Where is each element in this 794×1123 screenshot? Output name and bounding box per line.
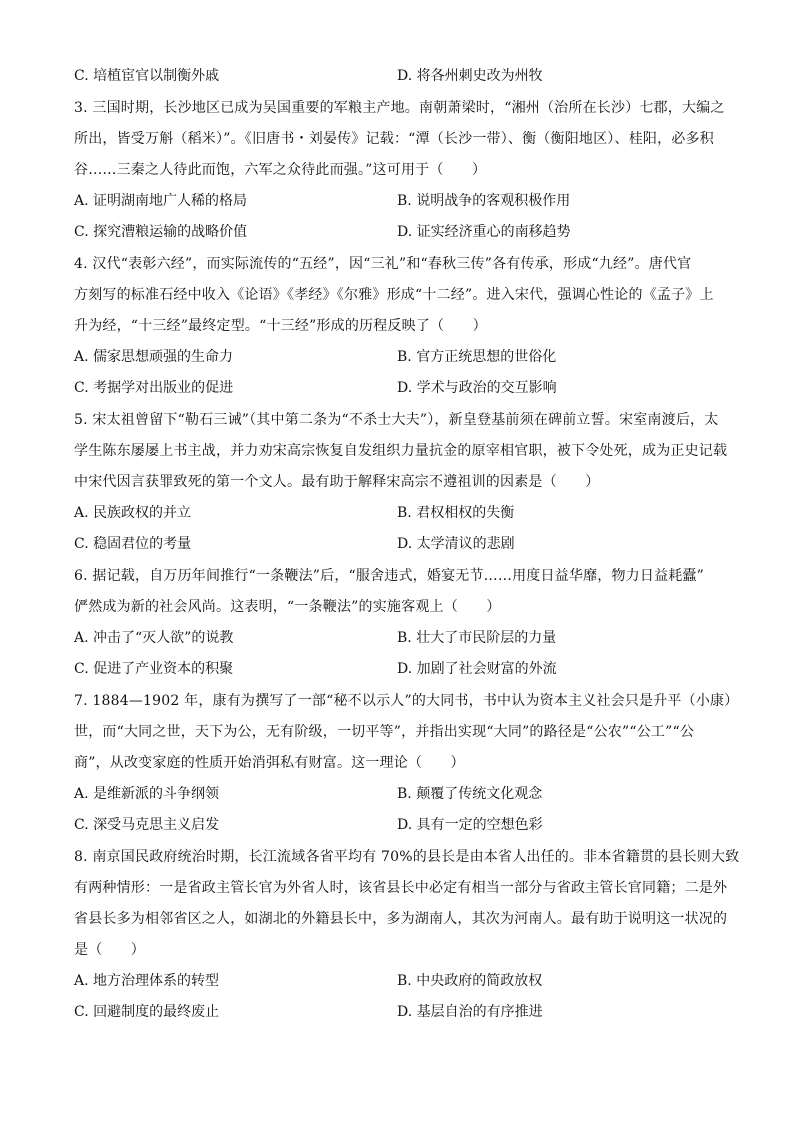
q5-option-c: C. 稳固君位的考量	[74, 536, 192, 552]
q3-option-d: D. 证实经济重心的南移趋势	[397, 224, 571, 240]
q5-stem-line-3: 中宋代因言获罪致死的第一个文人。最有助于解释宋高宗不遵祖训的因素是（ ）	[74, 474, 600, 490]
q4-option-c: C. 考据学对出版业的促进	[74, 380, 234, 396]
q8-option-a: A. 地方治理体系的转型	[74, 973, 220, 989]
q6-option-c: C. 促进了产业资本的积聚	[74, 661, 234, 677]
q4-option-b: B. 官方正统思想的世俗化	[397, 349, 557, 365]
q7-stem-line-1: 7. 1884—1902 年，康有为撰写了一部“秘不以示人”的大同书，书中认为资本主义社会只是升平（小康）	[74, 693, 739, 709]
q7-stem-line-2: 世，而“大同之世，天下为公，无有阶级，一切平等”，并指出实现“大同”的路径是“公农”“公工”“公	[74, 724, 695, 740]
q2-option-d: D. 将各州刺史改为州牧	[397, 68, 543, 84]
q7-option-a: A. 是维新派的斗争纲领	[74, 786, 220, 802]
q8-stem-line-1: 8. 南京国民政府统治时期，长江流域各省平均有 70%的县长是由本省人出任的。非本省籍贯的县长则大致	[74, 849, 740, 865]
q2-option-c: C. 培植宦官以制衡外戚	[74, 68, 220, 84]
q3-stem-line-3: 谷……三秦之人待此而饱，六军之众待此而强。”这可用于（ ）	[74, 162, 487, 178]
q5-option-b: B. 君权相权的失衡	[397, 505, 515, 521]
q3-stem-line-1: 3. 三国时期，长沙地区已成为吴国重要的军粮主产地。南朝萧梁时，“湘州（治所在长沙）七郡，大编之	[74, 100, 725, 116]
q8-option-b: B. 中央政府的简政放权	[397, 973, 543, 989]
q6-option-a: A. 冲击了“灭人欲”的说教	[74, 630, 234, 646]
q8-stem-line-2: 有两种情形：一是省政主管长官为外省人时，该省县长中必定有相当一部分与省政主管长官同籍；二是外	[74, 880, 728, 896]
q6-option-b: B. 壮大了市民阶层的力量	[397, 630, 557, 646]
q3-option-b: B. 说明战争的客观积极作用	[397, 193, 571, 209]
q5-stem-line-1: 5. 宋太祖曾留下“勒石三诫”（其中第二条为“不杀士大夫”），新皇登基前须在碑前立誓。宋室南渡后，太	[74, 412, 719, 428]
q3-stem-line-2: 所出，皆受万斛（稻米）”。《旧唐书・刘晏传》记载：“潭（长沙一带）、衡（衡阳地区）、桂阳，必多积	[74, 131, 714, 147]
q7-option-c: C. 深受马克思主义启发	[74, 817, 220, 833]
q6-stem-line-1: 6. 据记载，自万历年间推行“一条鞭法”后，“服舍违式，婚宴无节……用度日益华靡，物力日益耗蠹”	[74, 568, 705, 584]
q6-option-d: D. 加剧了社会财富的外流	[397, 661, 557, 677]
q8-option-d: D. 基层自治的有序推进	[397, 1004, 543, 1020]
q7-stem-line-3: 商”，从改变家庭的性质开始消弭私有财富。这一理论（ ）	[74, 755, 465, 771]
q4-stem-line-2: 方刻写的标准石经中收入《论语》《孝经》《尔雅》形成“十二经”。进入宋代，强调心性论的《孟子》上	[74, 287, 714, 303]
q3-option-c: C. 探究漕粮运输的战略价值	[74, 224, 248, 240]
q5-option-d: D. 太学清议的悲剧	[397, 536, 515, 552]
q6-stem-line-2: 俨然成为新的社会风尚。这表明，“一条鞭法”的实施客观上（ ）	[74, 599, 501, 615]
q3-option-a: A. 证明湖南地广人稀的格局	[74, 193, 248, 209]
q5-stem-line-2: 学生陈东屡屡上书主战，并力劝宋高宗恢复自发组织力量抗金的原宰相官职，被下令处死，成为正史记载	[74, 443, 728, 459]
q5-option-a: A. 民族政权的并立	[74, 505, 192, 521]
q4-stem-line-1: 4. 汉代“表彰六经”，而实际流传的“五经”，因“三礼”和“春秋三传”各有传承，形成“九经”。唐代官	[74, 256, 692, 272]
q4-option-a: A. 儒家思想顽强的生命力	[74, 349, 234, 365]
q7-option-b: B. 颠覆了传统文化观念	[397, 786, 543, 802]
q4-option-d: D. 学术与政治的交互影响	[397, 380, 557, 396]
q8-stem-line-3: 省县长多为相邻省区之人，如湖北的外籍县长中，多为湖南人，其次为河南人。最有助于说明这一状况的	[74, 911, 728, 927]
q8-stem-line-4: 是（ ）	[74, 942, 145, 958]
q4-stem-line-3: 升为经，“十三经”最终定型。“十三经”形成的历程反映了（ ）	[74, 318, 487, 334]
q8-option-c: C. 回避制度的最终废止	[74, 1004, 220, 1020]
q7-option-d: D. 具有一定的空想色彩	[397, 817, 543, 833]
